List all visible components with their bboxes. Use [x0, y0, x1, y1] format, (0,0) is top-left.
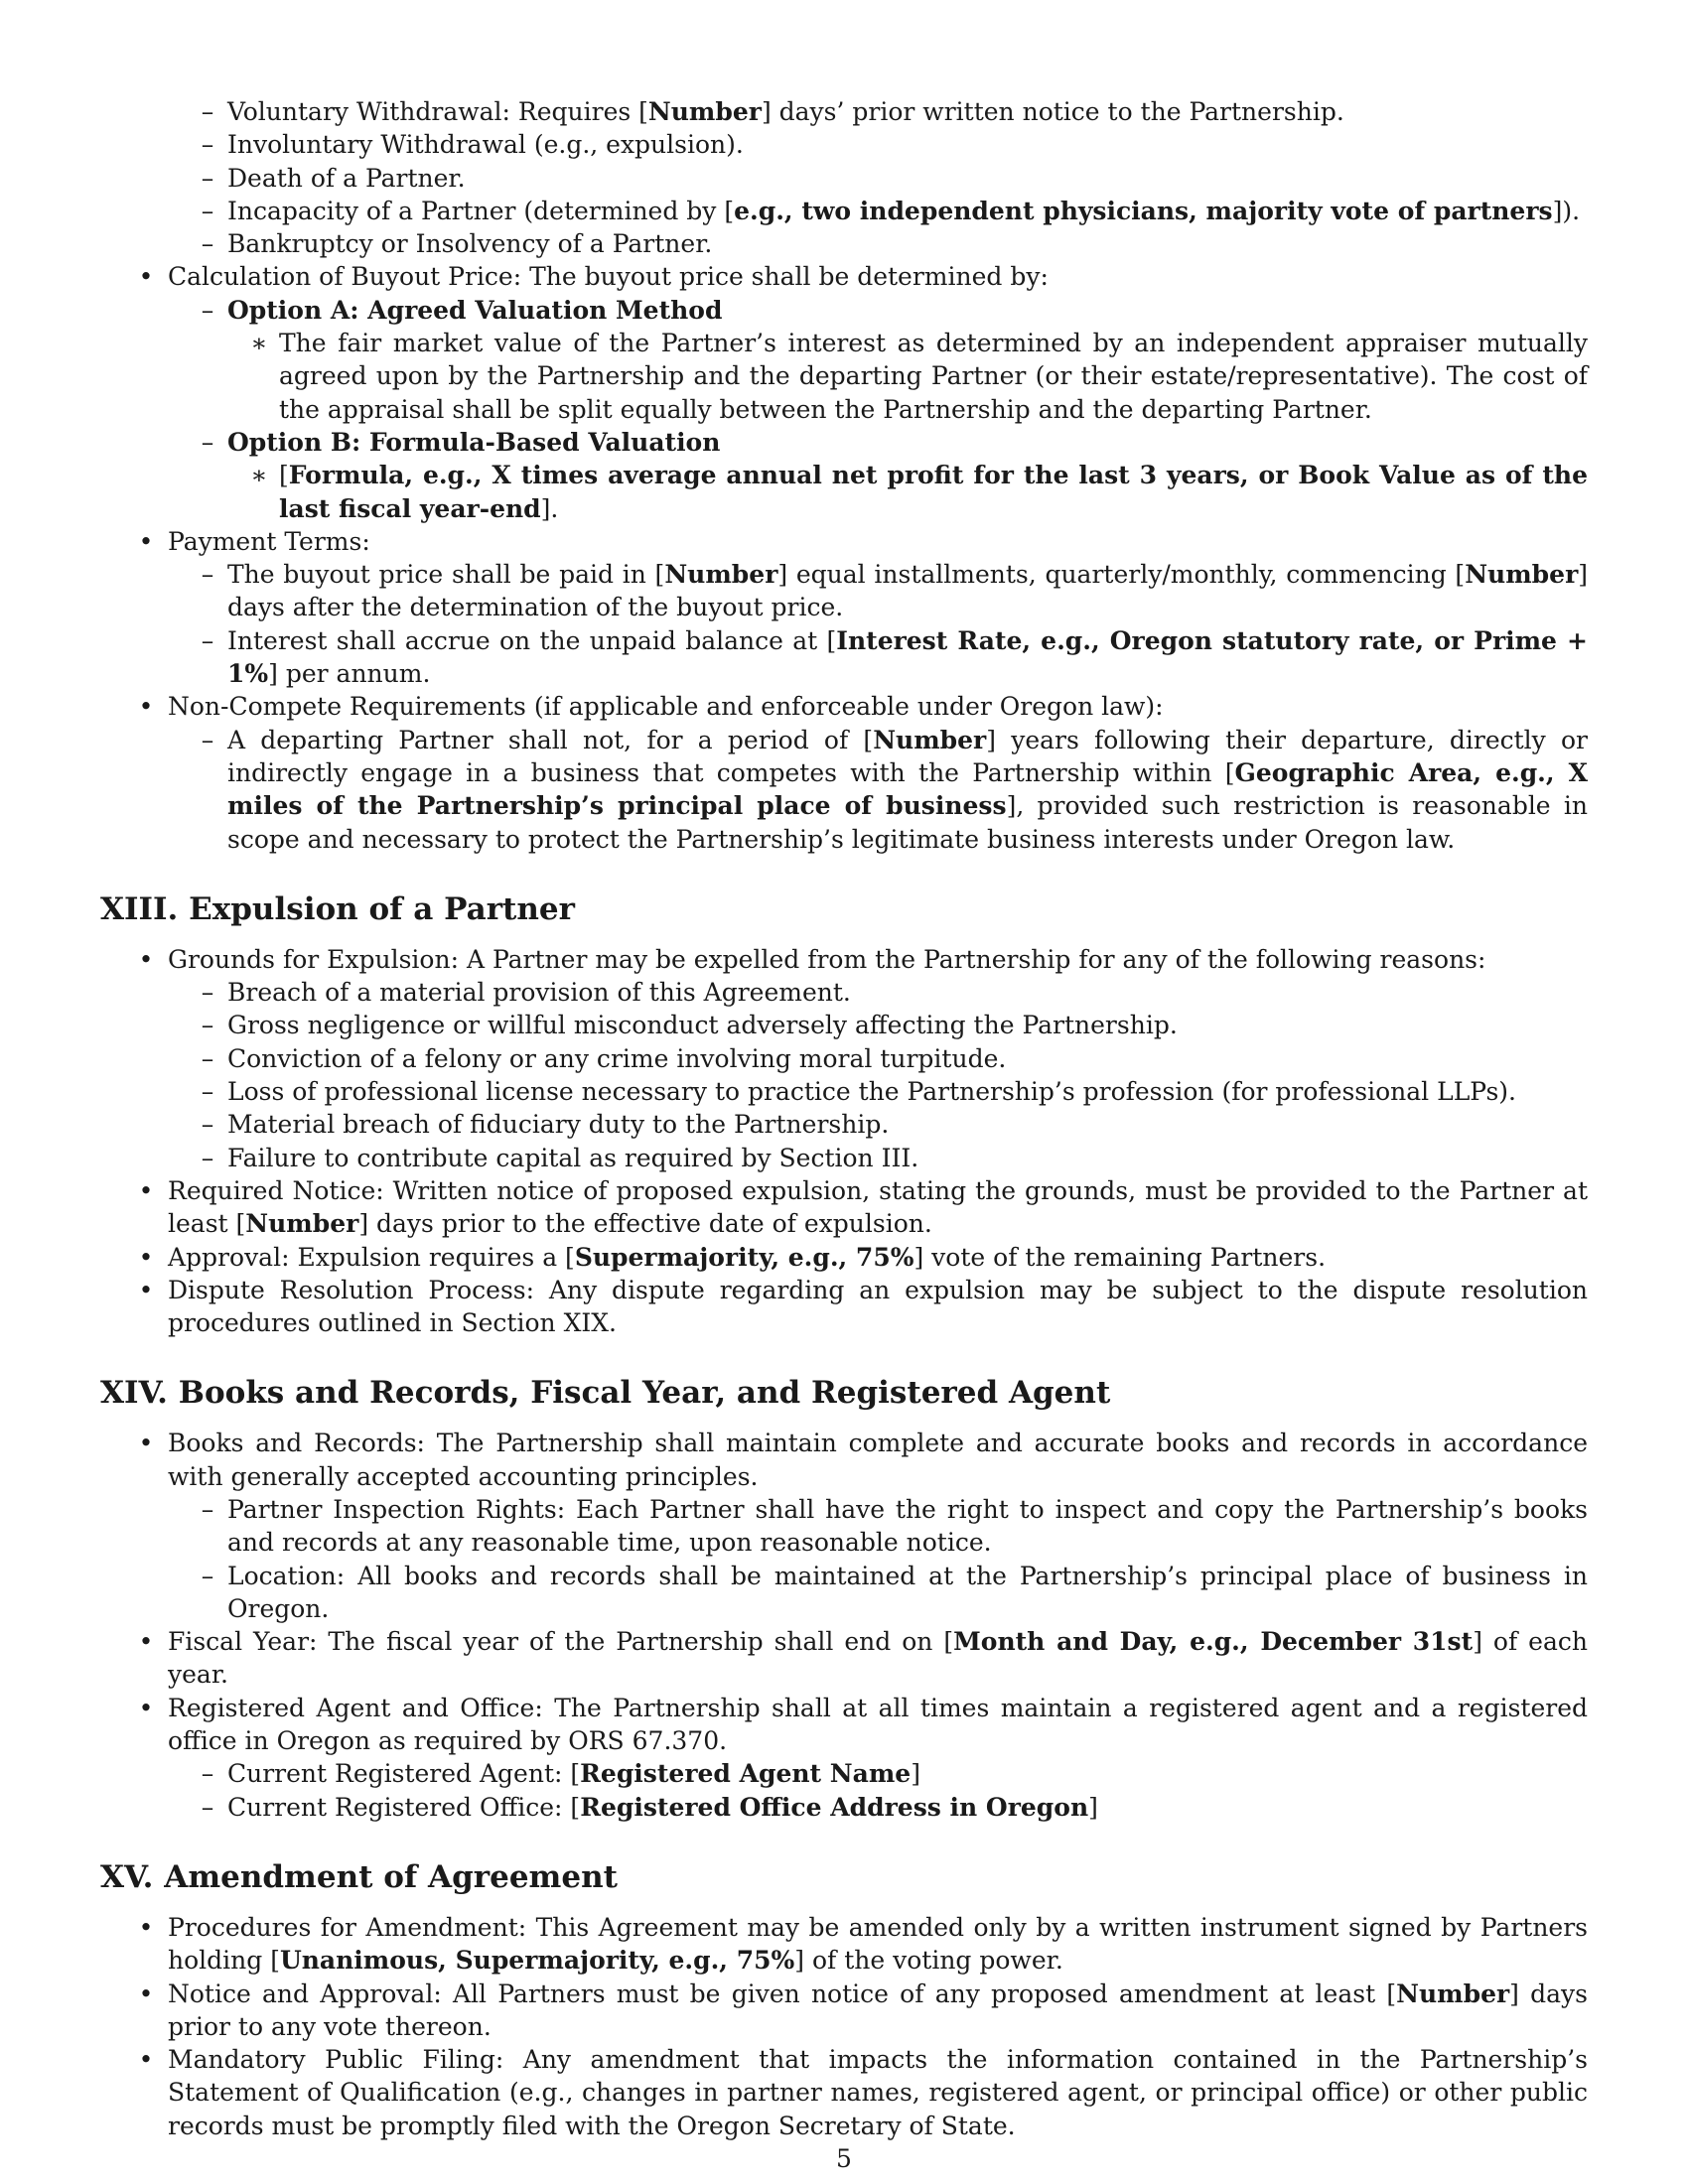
bullet-marker: – — [201, 1561, 214, 1590]
text-run: Approval: Expulsion requires a [ — [168, 1242, 575, 1272]
section-heading: XV. Amendment of Agreement — [100, 1858, 618, 1895]
placeholder-text: Number — [647, 97, 762, 126]
bullet-marker: ∗ — [250, 461, 268, 490]
placeholder-text: Number — [1465, 560, 1579, 590]
list-item-text — [227, 1793, 1098, 1822]
text-run: Current Registered Agent: [ — [227, 1759, 581, 1789]
bullet-marker: – — [201, 1011, 214, 1040]
list-item — [100, 690, 1588, 723]
text-run: ] — [911, 1759, 920, 1789]
text-run: Procedures for Amendment: This Agreement may be amended only by a written instrument signed by Partners holding [ — [168, 1912, 1588, 1976]
bullet-marker: • — [138, 944, 154, 974]
list-item-text — [168, 1627, 1588, 1689]
list-item — [100, 1625, 1588, 1692]
text-run: Books and Records: The Partnership shall maintain complete and accurate books and records in accordance with generally accepted accounting principles. — [168, 1429, 1588, 1491]
bullet-marker: – — [201, 1077, 214, 1107]
section — [100, 1857, 1588, 2142]
list-item-text — [227, 164, 466, 193]
list-item — [100, 426, 1588, 459]
text-run: [ — [279, 461, 289, 490]
bullet-marker: • — [138, 262, 154, 292]
bullet-marker: – — [201, 163, 214, 193]
list-item-text — [168, 1276, 1588, 1337]
placeholder-text: Registered Agent Name — [580, 1759, 912, 1789]
placeholder-text: Option A: Agreed Valuation Method — [227, 295, 723, 325]
list-item-text — [227, 626, 1588, 688]
placeholder-text: Number — [873, 725, 987, 754]
list-item-text — [227, 1562, 1588, 1623]
list-item — [100, 1241, 1588, 1274]
placeholder-text: Number — [1396, 1979, 1510, 2008]
bullet-marker: – — [201, 1792, 214, 1822]
placeholder-text: Option B: Formula-Based Valuation — [227, 427, 721, 457]
list-item-text — [227, 296, 722, 325]
text-run: Loss of professional license necessary to practice the Partnership’s profession (for professional LLPs). — [227, 1077, 1516, 1107]
bullet-marker: • — [138, 1693, 154, 1722]
bullet-marker: • — [138, 692, 154, 722]
bullet-marker: – — [201, 427, 214, 457]
text-run: ] vote of the remaining Partners. — [914, 1242, 1327, 1272]
list-item-text — [168, 945, 1485, 974]
list-item-text — [168, 1979, 1588, 2041]
placeholder-text: Supermajority, e.g., 75% — [574, 1242, 914, 1272]
text-run: Voluntary Withdrawal: Requires [ — [227, 97, 648, 126]
text-run: Interest shall accrue on the unpaid balance at [ — [227, 625, 837, 655]
section — [100, 1373, 1588, 1824]
list-item — [100, 1757, 1588, 1790]
text-run: A departing Partner shall not, for a period of [ — [227, 725, 874, 754]
placeholder-text: Unanimous, Supermajority, e.g., 75% — [279, 1946, 795, 1976]
list-item-text — [168, 1913, 1588, 1975]
text-run: Current Registered Office: [ — [227, 1792, 581, 1822]
text-run: Incapacity of a Partner (determined by [ — [227, 196, 735, 225]
text-run: Notice and Approval: All Partners must be given notice of any proposed amendment at least [ — [168, 1979, 1397, 2008]
bullet-marker: – — [201, 1110, 214, 1140]
bullet-marker: ∗ — [250, 329, 268, 358]
list-item-text — [168, 262, 1049, 291]
text-run: Gross negligence or willful misconduct adversely affecting the Partnership. — [227, 1011, 1178, 1040]
list-item-text — [227, 1044, 1006, 1073]
list-item — [100, 1274, 1588, 1340]
bullet-marker: – — [201, 1759, 214, 1789]
list-item — [100, 1911, 1588, 1978]
section — [100, 95, 1588, 856]
list-item — [100, 195, 1588, 227]
placeholder-text: Geographic Area, e.g., X miles of the Partnership’s principal place of business — [227, 757, 1589, 821]
bullet-marker: • — [138, 1627, 154, 1657]
text-run: Partner Inspection Rights: Each Partner shall have the right to inspect and copy the Partnership’s books and records at any reasonable time, upon reasonable notice. — [227, 1494, 1588, 1558]
bullet-marker: – — [201, 295, 214, 325]
text-run: Payment Terms: — [168, 526, 370, 556]
list-item — [100, 327, 1588, 426]
bullet-marker: • — [138, 2045, 154, 2075]
list-item-text — [227, 726, 1588, 854]
bullet-marker: • — [138, 1429, 154, 1458]
list-item-text — [168, 692, 1164, 721]
text-run: Registered Agent and Office: The Partnership shall at all times maintain a registered agent and a registered office in Oregon as required by ORS 67.370. — [168, 1693, 1588, 1756]
placeholder-text: Number — [245, 1209, 359, 1239]
list-item — [100, 558, 1588, 624]
bullet-marker: – — [201, 725, 214, 754]
text-run: The fair market value of the Partner’s interest as determined by an independent appraiser mutually agreed upon by the Partnership and the departing Partner (or their estate/representative). The cost of the appraisal shall be split equally between the Partnership and the departing Partner. — [279, 329, 1588, 424]
list-item — [100, 227, 1588, 260]
bullet-marker: • — [138, 1912, 154, 1942]
section-heading: XIV. Books and Records, Fiscal Year, and Registered Agent — [100, 1375, 1111, 1412]
text-run: ] — [1088, 1792, 1098, 1822]
text-run: Location: All books and records shall be maintained at the Partnership’s principal place of business in Oregon. — [227, 1561, 1588, 1623]
text-run: ] per annum. — [268, 659, 431, 689]
placeholder-text: Registered Office Address in Oregon — [580, 1792, 1089, 1822]
placeholder-text: Formula, e.g., X times average annual net profit for the last 3 years, or Book Value as of the last fiscal year-end — [279, 461, 1588, 523]
list-item-text — [227, 197, 1580, 225]
bullet-marker: • — [138, 1979, 154, 2008]
bullet-marker: • — [138, 1175, 154, 1205]
bullet-marker: • — [138, 1242, 154, 1272]
text-run: Mandatory Public Filing: Any amendment that impacts the information contained in the Partnership’s Statement of Qualification (e.g., changes in partner names, registered agent, or principal office) or other public records must be promptly filed with the Oregon Secretary of State. — [168, 2045, 1588, 2140]
text-run: ]. — [540, 493, 559, 523]
text-run: ] of each year. — [168, 1627, 1588, 1690]
text-run: ] equal installments, quarterly/monthly, commencing [ — [777, 560, 1466, 590]
list-item-text — [227, 1011, 1178, 1039]
placeholder-text: Number — [664, 560, 778, 590]
list-item — [100, 294, 1588, 327]
placeholder-text: Month and Day, e.g., December 31st — [953, 1627, 1474, 1657]
document-page — [100, 95, 1588, 2142]
list-item — [100, 260, 1588, 293]
list-item — [100, 1978, 1588, 2044]
list-item-text — [168, 1243, 1326, 1272]
text-run: The buyout price shall be paid in [ — [227, 560, 665, 590]
list-item-text — [227, 428, 720, 457]
list-item-text — [227, 1077, 1516, 1106]
text-run: Bankruptcy or Insolvency of a Partner. — [227, 229, 713, 259]
bullet-marker: – — [201, 1143, 214, 1172]
section-heading: XIII. Expulsion of a Partner — [100, 890, 575, 927]
bullet-marker: – — [201, 196, 214, 225]
list-item — [100, 1009, 1588, 1041]
list-item-text — [227, 229, 712, 258]
list-item — [100, 976, 1588, 1009]
text-run: ], provided such restriction is reasonable in scope and necessary to protect the Partnership’s legitimate business interests under Oregon law. — [227, 791, 1588, 854]
list-item-text — [227, 1110, 889, 1139]
list-item-text — [168, 1694, 1588, 1755]
text-run: Calculation of Buyout Price: The buyout price shall be determined by: — [168, 262, 1049, 292]
list-item-text — [227, 978, 851, 1007]
list-item — [100, 724, 1588, 856]
text-run: Dispute Resolution Process: Any dispute regarding an expulsion may be subject to the dispute resolution procedures outlined in Section XIX. — [168, 1275, 1588, 1338]
bullet-marker: • — [138, 526, 154, 556]
list-item-text — [227, 130, 744, 159]
list-item — [100, 162, 1588, 195]
list-item — [100, 1493, 1588, 1560]
text-run: ] of the voting power. — [794, 1946, 1063, 1976]
list-item — [100, 1042, 1588, 1075]
list-item — [100, 1692, 1588, 1758]
list-item-text — [168, 1176, 1588, 1238]
bullet-marker: – — [201, 978, 214, 1008]
bullet-marker: – — [201, 1043, 214, 1073]
text-run: ] days prior to the effective date of expulsion. — [358, 1209, 932, 1239]
text-run: Death of a Partner. — [227, 163, 466, 193]
text-run: Fiscal Year: The fiscal year of the Partnership shall end on [ — [168, 1627, 954, 1657]
placeholder-text: Interest Rate, e.g., Oregon statutory rate, or Prime + 1% — [227, 625, 1588, 689]
text-run: Involuntary Withdrawal (e.g., expulsion). — [227, 130, 744, 160]
list-item — [100, 525, 1588, 558]
text-run: ] days prior to any vote thereon. — [168, 1979, 1589, 2041]
bullet-marker: – — [201, 625, 214, 655]
section — [100, 889, 1588, 1340]
list-item-text — [227, 1144, 918, 1172]
text-run: ] days after the determination of the buyout price. — [227, 560, 1589, 622]
list-item-text — [227, 560, 1588, 621]
text-run: Conviction of a felony or any crime involving moral turpitude. — [227, 1043, 1007, 1073]
list-item — [100, 1560, 1588, 1626]
page-number: 5 — [836, 2144, 852, 2173]
list-item-text — [279, 329, 1588, 424]
list-item — [100, 459, 1588, 525]
list-item-text — [168, 2045, 1588, 2140]
list-item — [100, 1108, 1588, 1141]
list-item — [100, 1142, 1588, 1174]
list-item — [100, 1174, 1588, 1241]
list-item-text — [227, 1759, 920, 1788]
list-item — [100, 95, 1588, 128]
bullet-marker: • — [138, 1275, 154, 1304]
placeholder-text: e.g., two independent physicians, majority vote of partners — [734, 196, 1553, 225]
list-item-text — [279, 461, 1588, 522]
bullet-marker: – — [201, 130, 214, 160]
list-item — [100, 2043, 1588, 2142]
text-run: Failure to contribute capital as required by Section III. — [227, 1143, 919, 1172]
list-item-text — [227, 97, 1344, 126]
text-run: Grounds for Expulsion: A Partner may be expelled from the Partnership for any of the following reasons: — [168, 944, 1486, 974]
text-run: Breach of a material provision of this Agreement. — [227, 978, 851, 1008]
text-run: Required Notice: Written notice of proposed expulsion, stating the grounds, must be provided to the Partner at least [ — [168, 1175, 1588, 1239]
bullet-marker: – — [201, 1494, 214, 1524]
bullet-marker: – — [201, 560, 214, 590]
text-run: Material breach of fiduciary duty to the Partnership. — [227, 1110, 890, 1140]
list-item — [100, 128, 1588, 161]
text-run: ]). — [1552, 196, 1581, 225]
list-item-text — [227, 1495, 1588, 1557]
text-run: ] days’ prior written notice to the Partnership. — [761, 97, 1344, 126]
bullet-marker: – — [201, 229, 214, 259]
text-run: ] years following their departure, directly or indirectly engage in a business that competes with the Partnership within [ — [227, 725, 1588, 787]
list-item — [100, 624, 1588, 691]
text-run: Non-Compete Requirements (if applicable and enforceable under Oregon law): — [168, 692, 1164, 722]
list-item — [100, 943, 1588, 976]
list-item-text — [168, 527, 370, 556]
list-item — [100, 1427, 1588, 1493]
bullet-marker: – — [201, 97, 214, 126]
list-item — [100, 1791, 1588, 1824]
list-item-text — [168, 1429, 1588, 1490]
list-item — [100, 1075, 1588, 1108]
